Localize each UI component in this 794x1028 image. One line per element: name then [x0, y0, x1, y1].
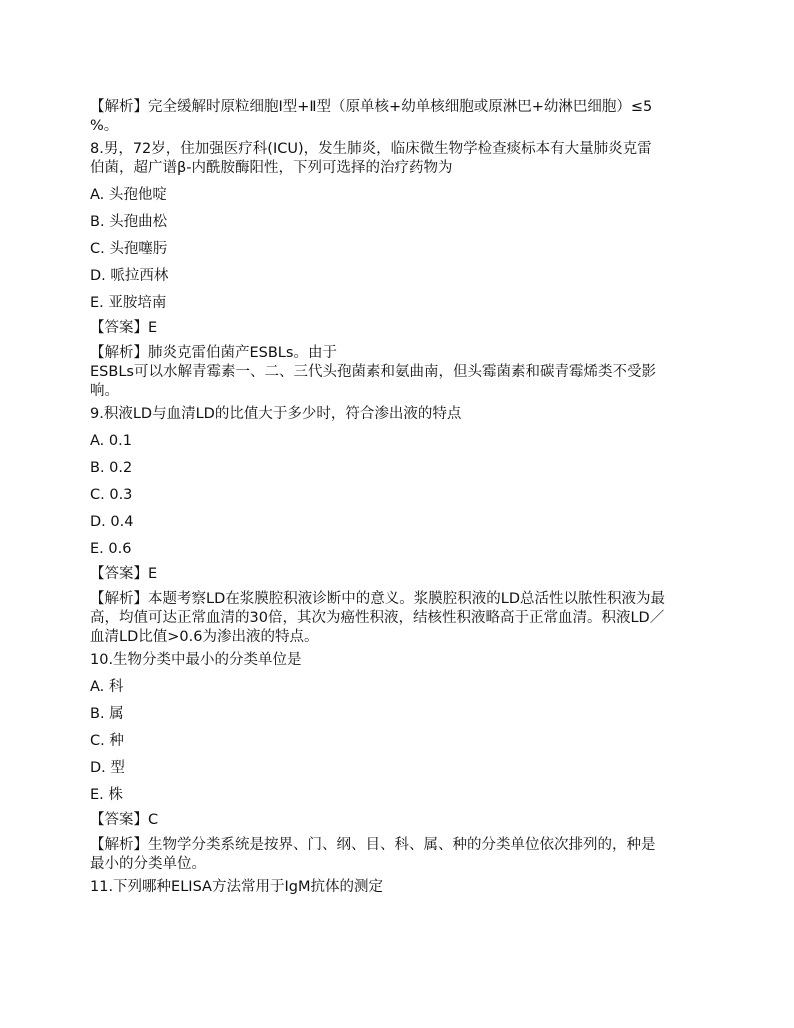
- text-line: B. 属: [90, 706, 124, 722]
- text-line: B. 0.2: [90, 460, 133, 476]
- answer-option: [90, 240, 710, 259]
- answer-option: [90, 459, 710, 478]
- text-line: %。: [90, 118, 119, 134]
- answer-option: [90, 759, 710, 778]
- answer-option: [90, 186, 710, 205]
- answer-option: [90, 432, 710, 451]
- answer-option: [90, 732, 710, 751]
- text-line: D. 型: [90, 760, 125, 776]
- answer-key: [90, 811, 710, 830]
- text-line: 血清LD比值>0.6为渗出液的特点。: [90, 629, 319, 645]
- text-line: C. 种: [90, 733, 124, 749]
- text-line: A. 科: [90, 679, 124, 695]
- text-line: 伯菌，超广谱β-内酰胺酶阳性，下列可选择的治疗药物为: [90, 160, 453, 176]
- answer-option: [90, 678, 710, 697]
- answer-option: [90, 540, 710, 559]
- text-line: D. 0.4: [90, 514, 134, 530]
- text-line: 【答案】E: [90, 566, 158, 582]
- answer-key: [90, 319, 710, 338]
- answer-option: [90, 786, 710, 805]
- answer-option: [90, 513, 710, 532]
- explanation-text: [90, 344, 710, 401]
- answer-key: [90, 565, 710, 584]
- text-line: A. 头孢他啶: [90, 187, 167, 203]
- text-line: 【解析】完全缓解时原粒细胞Ⅰ型+Ⅱ型（原单核+幼单核细胞或原淋巴+幼淋巴细胞）≤5: [90, 99, 653, 115]
- text-line: E. 亚胺培南: [90, 295, 167, 311]
- question-text: [90, 140, 710, 178]
- answer-option: [90, 705, 710, 724]
- text-line: C. 0.3: [90, 487, 133, 503]
- text-line: 【解析】肺炎克雷伯菌产ESBLs。由于: [90, 345, 337, 361]
- answer-option: [90, 213, 710, 232]
- document-page: [90, 92, 710, 897]
- text-line: 11.下列哪种ELISA方法常用于IgM抗体的测定: [90, 879, 383, 895]
- text-line: 最小的分类单位。: [90, 856, 206, 872]
- answer-option: [90, 294, 710, 313]
- text-line: 高，均值可达正常血清的30倍，其次为癌性积液，结核性积液略高于正常血清。积液LD／: [90, 610, 665, 626]
- text-line: 8.男，72岁，住加强医疗科(ICU)，发生肺炎，临床微生物学检查痰标本有大量肺炎克雷: [90, 141, 652, 157]
- text-line: ESBLs可以水解青霉素一、二、三代头孢菌素和氨曲南，但头霉菌素和碳青霉烯类不受影: [90, 364, 656, 380]
- text-line: E. 0.6: [90, 541, 132, 557]
- answer-option: [90, 267, 710, 286]
- text-line: B. 头孢曲松: [90, 214, 168, 230]
- text-line: E. 株: [90, 787, 123, 803]
- explanation-text: [90, 98, 710, 136]
- text-line: C. 头孢噻肟: [90, 241, 168, 257]
- text-line: 10.生物分类中最小的分类单位是: [90, 652, 302, 668]
- text-line: 【解析】生物学分类系统是按界、门、纲、目、科、属、种的分类单位依次排列的，种是: [90, 837, 656, 853]
- text-line: A. 0.1: [90, 433, 132, 449]
- answer-option: [90, 486, 710, 505]
- text-line: 【答案】E: [90, 320, 158, 336]
- text-line: 响。: [90, 383, 119, 399]
- text-line: 【答案】C: [90, 812, 159, 828]
- explanation-text: [90, 836, 710, 874]
- explanation-text: [90, 590, 710, 647]
- text-line: D. 哌拉西林: [90, 268, 169, 284]
- text-line: 9.积液LD与血清LD的比值大于多少时，符合渗出液的特点: [90, 406, 462, 422]
- text-line: 【解析】本题考察LD在浆膜腔积液诊断中的意义。浆膜腔积液的LD总活性以脓性积液为最: [90, 591, 665, 607]
- question-text: [90, 878, 710, 897]
- question-text: [90, 651, 710, 670]
- question-text: [90, 405, 710, 424]
